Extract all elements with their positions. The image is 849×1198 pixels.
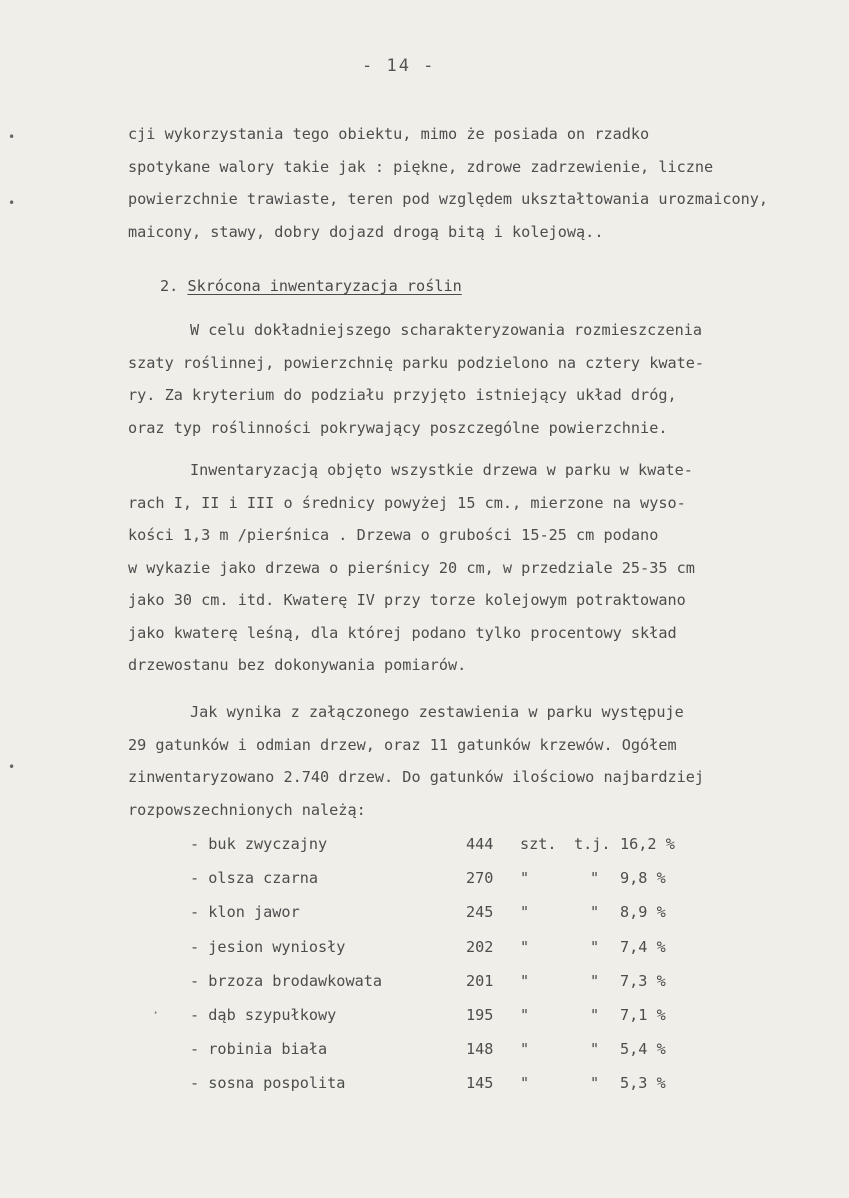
species-unit: " [520, 937, 530, 956]
species-name: - buk zwyczajny [190, 835, 328, 853]
species-percent: 16,2 % [620, 835, 675, 853]
text-line: powierzchnie trawiaste, teren pod względem ukształtowania urozmaicony, [128, 190, 769, 208]
species-unit: szt. [520, 835, 557, 853]
species-name: - jesion wyniosły [190, 937, 346, 956]
margin-mark-icon: • [8, 760, 16, 774]
species-unit2: " [590, 1074, 600, 1093]
text-line: w wykazie jako drzewa o pierśnicy 20 cm, w przedziale 25-35 cm [128, 558, 695, 577]
species-unit: " [520, 1040, 530, 1059]
text-line: zinwentaryzowano 2.740 drzew. Do gatunków ilościowo najbardziej [128, 768, 705, 786]
species-percent: 8,9 % [620, 903, 666, 922]
text-line: jako 30 cm. itd. Kwaterę IV przy torze kolejowym potraktowano [128, 591, 686, 609]
species-count: 202 [466, 937, 494, 956]
species-count: 245 [466, 903, 494, 922]
paragraph-inventory [128, 454, 788, 682]
species-name: - dąb szypułkowy [190, 1005, 337, 1024]
species-name: - olsza czarna [190, 869, 319, 888]
section-heading [160, 270, 462, 302]
text-line: spotykane walory takie jak : piękne, zdrowe zadrzewienie, liczne [128, 157, 714, 176]
text-line: oraz typ roślinności pokrywający poszczególne powierzchnie. [128, 418, 668, 437]
text-line: drzewostanu bez dokonywania pomiarów. [128, 656, 467, 674]
margin-mark-icon: • [8, 196, 16, 210]
species-percent: 5,3 % [620, 1074, 666, 1093]
species-unit: " [520, 1005, 530, 1024]
species-unit2: " [590, 937, 600, 956]
text-line: W celu dokładniejszego scharakteryzowania rozmieszczenia [190, 321, 703, 339]
species-unit2: " [590, 1040, 600, 1059]
species-unit: " [520, 903, 530, 922]
text-line: jako kwaterę leśną, dla której podano tylko procentowy skład [128, 623, 677, 642]
species-unit2: " [590, 869, 600, 888]
species-name: - klon jawor [190, 903, 300, 922]
section-number: 2. [160, 277, 179, 295]
text-line: szaty roślinnej, powierzchnię parku podzielono na cztery kwate- [128, 353, 705, 372]
species-unit2: " [590, 1005, 600, 1024]
species-percent: 9,8 % [620, 869, 666, 888]
species-percent: 7,1 % [620, 1005, 666, 1024]
page-number: - 14 - [362, 56, 436, 76]
species-unit: " [520, 971, 530, 990]
species-count: 195 [466, 1005, 494, 1024]
text-line: rach I, II i III o średnicy powyżej 15 cm., mierzone na wyso- [128, 493, 686, 512]
species-unit: " [520, 1074, 530, 1093]
species-percent: 7,4 % [620, 937, 666, 956]
text-line: maicony, stawy, dobry dojazd drogą bitą i kolejową.. [128, 222, 604, 241]
margin-mark-icon: · [152, 1005, 160, 1020]
species-unit2: " [590, 903, 600, 922]
text-line: cji wykorzystania tego obiektu, mimo że posiada on rzadko [128, 125, 650, 143]
paragraph-intro [128, 118, 788, 248]
species-percent: 7,3 % [620, 971, 666, 990]
text-line: ry. Za kryterium do podziału przyjęto istniejący układ dróg, [128, 386, 677, 404]
species-count: 145 [466, 1074, 494, 1093]
species-count: 201 [466, 971, 494, 990]
text-line: Jak wynika z załączonego zestawienia w parku występuje [190, 703, 684, 721]
text-line: kości 1,3 m /pierśnica . Drzewa o grubości 15-25 cm podano [128, 526, 659, 544]
text-line: Inwentaryzacją objęto wszystkie drzewa w parku w kwate- [190, 461, 693, 479]
species-count: 148 [466, 1040, 494, 1059]
species-unit2: " [590, 971, 600, 990]
paragraph-division [128, 314, 788, 444]
species-percent: 5,4 % [620, 1040, 666, 1059]
species-unit2: t.j. [574, 835, 611, 853]
species-unit: " [520, 869, 530, 888]
text-line: rozpowszechnionych należą: [128, 800, 366, 819]
text-line: 29 gatunków i odmian drzew, oraz 11 gatunków krzewów. Ogółem [128, 735, 677, 754]
species-name: - robinia biała [190, 1040, 328, 1059]
species-count: 270 [466, 869, 494, 888]
species-name: - brzoza brodawkowata [190, 971, 383, 990]
species-count: 444 [466, 835, 494, 853]
margin-mark-icon: • [8, 130, 16, 144]
species-name: - sosna pospolita [190, 1074, 346, 1093]
section-title: Skrócona inwentaryzacja roślin [187, 277, 462, 295]
paragraph-summary [128, 696, 788, 826]
